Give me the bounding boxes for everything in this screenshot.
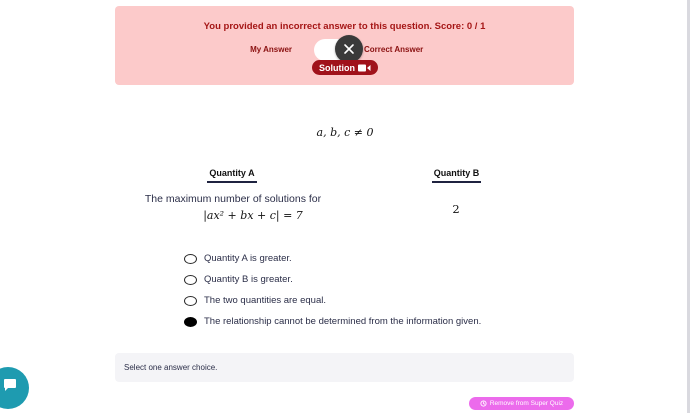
quantity-a-text: The maximum number of solutions for: [144, 193, 322, 205]
radio-button[interactable]: [184, 296, 197, 306]
answer-choice[interactable]: [184, 269, 544, 290]
answer-choice[interactable]: [184, 248, 544, 269]
toggle-knob[interactable]: [335, 35, 363, 63]
answer-choice[interactable]: [184, 290, 544, 311]
answer-choice[interactable]: [184, 311, 544, 332]
instruction-text: Select one answer choice.: [124, 363, 218, 372]
chat-icon: [3, 378, 17, 392]
refresh-icon: [480, 400, 487, 407]
given-condition: a, b, c ≠ 0: [316, 126, 374, 139]
correct-answer-label[interactable]: Correct Answer: [364, 45, 424, 54]
radio-button-selected[interactable]: [184, 317, 197, 327]
instruction-bar: [115, 353, 574, 382]
answer-choice-label[interactable]: Quantity A is greater.: [204, 253, 292, 264]
quantity-b-heading: Quantity B: [432, 168, 481, 183]
remove-from-super-quiz-button[interactable]: [469, 397, 574, 410]
feedback-message: You provided an incorrect answer to this question. Score: 0 / 1: [203, 21, 486, 32]
my-answer-label[interactable]: My Answer: [250, 45, 292, 54]
quantity-a-heading: Quantity A: [207, 168, 257, 183]
chat-widget-button[interactable]: [0, 367, 29, 409]
solution-button[interactable]: [312, 60, 378, 75]
answer-choice-label[interactable]: Quantity B is greater.: [204, 274, 293, 285]
close-icon: [343, 43, 355, 55]
solution-label: Solution: [319, 62, 355, 73]
answer-choices: [184, 248, 544, 332]
super-quiz-label: Remove from Super Quiz: [489, 400, 564, 407]
radio-button[interactable]: [184, 254, 197, 264]
video-camera-icon: [358, 64, 371, 72]
quantity-a-equation: |ax² + bx + c| = 7: [203, 209, 303, 222]
radio-button[interactable]: [184, 275, 197, 285]
answer-choice-label[interactable]: The relationship cannot be determined from the information given.: [204, 316, 482, 327]
feedback-banner: [115, 6, 574, 85]
quantity-b-value: 2: [452, 202, 460, 216]
answer-choice-label[interactable]: The two quantities are equal.: [204, 295, 326, 306]
